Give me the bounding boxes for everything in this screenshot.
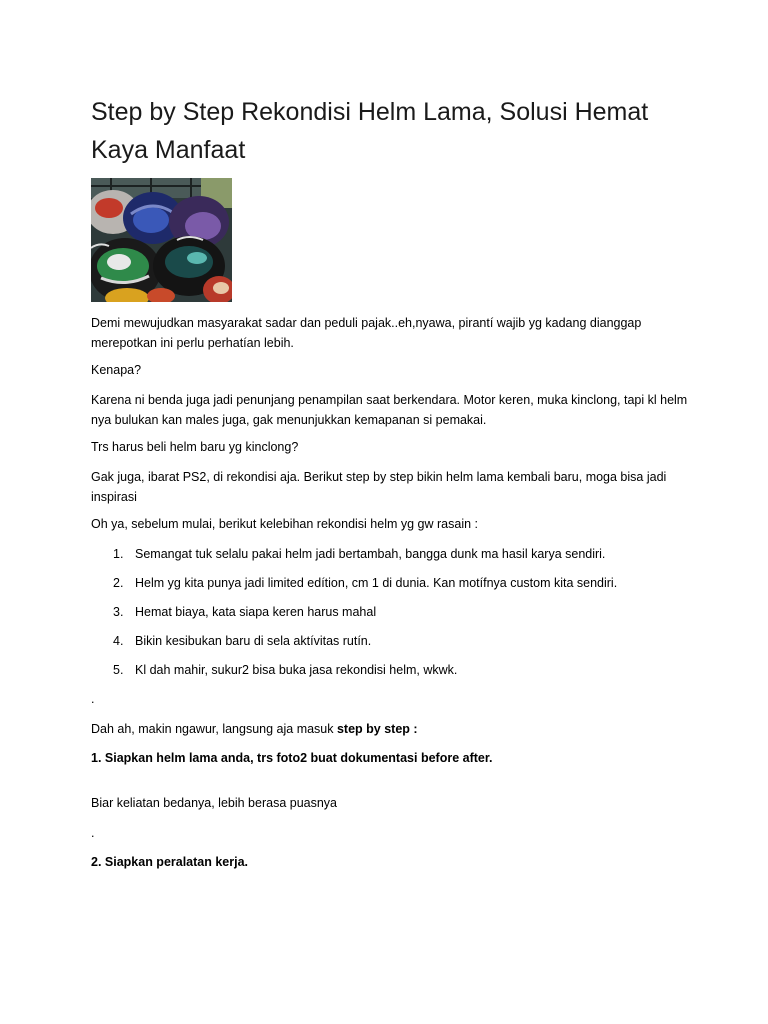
separator-dot: .: [91, 826, 95, 840]
separator-dot: .: [91, 692, 95, 706]
paragraph-benefits-intro: Oh ya, sebelum mulai, berikut kelebihan rekondisi helm yg gw rasain :: [91, 517, 478, 531]
list-item-number: 5.: [113, 663, 124, 677]
list-item: [91, 544, 691, 573]
step-2-heading: 2. Siapkan peralatan kerja.: [91, 855, 249, 869]
list-item-text: Kl dah mahir, sukur2 bisa buka jasa rekondisi helm, wkwk.: [135, 663, 458, 677]
list-item-number: 2.: [113, 576, 124, 590]
list-item-number: 1.: [113, 547, 124, 561]
list-item-text: Hemat biaya, kata siapa keren harus mahal: [135, 605, 377, 619]
list-item-text: Semangat tuk selalu pakai helm jadi bertambah, bangga dunk ma hasil karya sendiri.: [135, 547, 606, 561]
list-item: [91, 631, 691, 660]
list-item: [91, 660, 691, 689]
step-intro-text: Dah ah, makin ngawur, langsung aja masuk: [91, 722, 337, 736]
paragraph-answer: Gak juga, ibarat PS2, di rekondisi aja. Berikut step by step bikin helm lama kembali baru, moga bisa jadi inspirasi: [91, 470, 667, 504]
paragraph-karena: Karena ni benda juga jadi penunjang penampilan saat berkendara. Motor keren, muka kinclong, tapi kl helm nya bulukan kan males juga, gak menunjukkan kemapanan si pemakai.: [91, 393, 688, 427]
helmet-photo: [91, 178, 232, 302]
list-item-text: Helm yg kita punya jadi limited edítion, cm 1 di dunia. Kan motífnya custom kita sendiri.: [135, 576, 618, 590]
step-1-heading: 1. Siapkan helm lama anda, trs foto2 buat dokumentasi before after.: [91, 751, 493, 765]
step-1-note: Biar keliatan bedanya, lebih berasa puasnya: [91, 796, 338, 810]
list-item: [91, 573, 691, 602]
list-item-text: Bikin kesibukan baru di sela aktívitas rutín.: [135, 634, 372, 648]
step-intro-bold: step by step :: [336, 722, 418, 736]
paragraph-step-intro: [91, 719, 691, 739]
paragraph-kenapa: Kenapa?: [91, 363, 142, 377]
list-item-number: 3.: [113, 605, 124, 619]
document-title: Step by Step Rekondisi Helm Lama, Solusi Hemat Kaya Manfaat: [91, 98, 649, 164]
benefits-list: [91, 544, 691, 689]
paragraph-question: Trs harus beli helm baru yg kinclong?: [91, 440, 299, 454]
list-item: [91, 602, 691, 631]
paragraph-intro: Demi mewujudkan masyarakat sadar dan peduli pajak..eh,nyawa, pirantí wajib yg kadang dianggap merepotkan ini perlu perhatían lebih.: [91, 316, 642, 350]
list-item-number: 4.: [113, 634, 124, 648]
